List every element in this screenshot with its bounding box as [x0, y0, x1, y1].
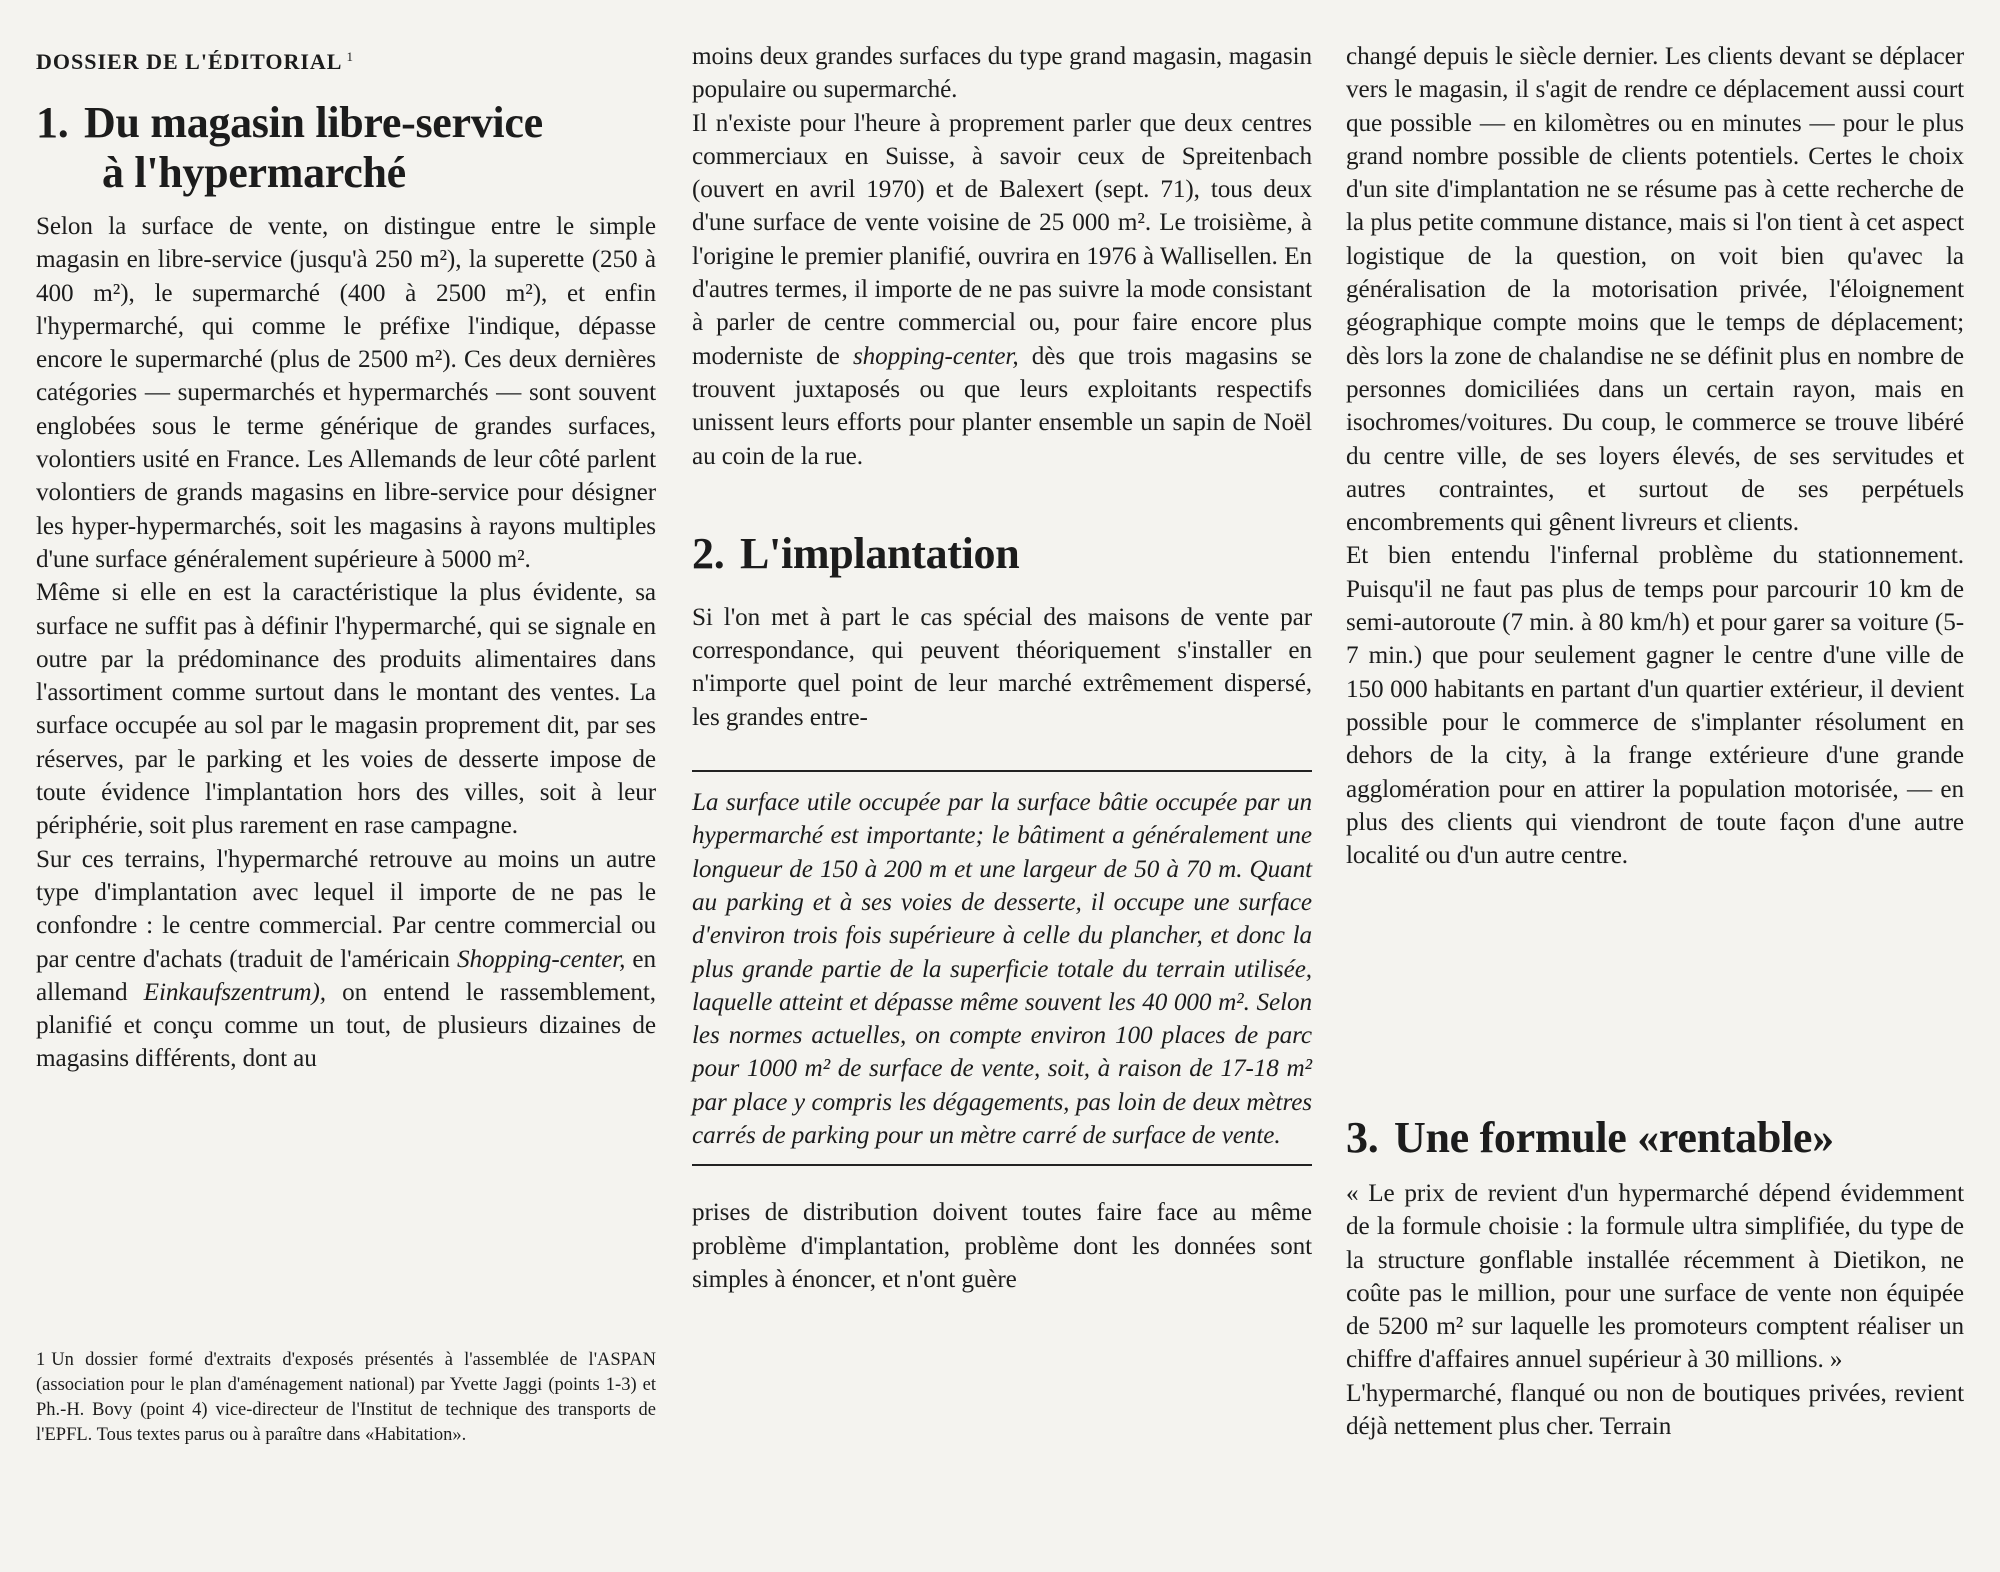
paragraph: Selon la surface de vente, on distingue entre le simple magasin en libre-service (jusqu'à 250 m²), la superette (250 à 400 m²), le supermarché (400 à 2500 m²), et enfin l'hypermarché, qui comme le préfixe l'indique, dépasse encore le supermarché (plus de 2500 m²). Ces deux dernières catégories — supermarchés et hypermarchés — sont souvent englobées sous le terme générique de grandes surfaces, volontiers usité en France. Les Allemands de leur côté parlent volontiers de grands magasins en libre-service pour désigner les hyper-hypermarchés, soit les magasins à rayons multiples d'une surface généralement supérieure à 5000 m². [36, 213, 656, 573]
paragraph [692, 107, 1312, 473]
italic-run: Shopping-center, [456, 945, 626, 973]
heading-1-number: 1. [36, 98, 69, 147]
text-run: Sur ces terrains, l'hypermarché retrouve au moins un autre type d'implantation avec lequel il importe de ne pas le confondre : le centre commercial. Par centre commercial ou par centre d'achats (traduit de l'américain [36, 845, 656, 973]
section-kicker [36, 40, 656, 74]
footnote [36, 1348, 656, 1448]
paragraph: « Le prix de revient d'un hypermarché dépend évidemment de la formule choisie : la formule ultra simplifiée, du type de la structure gonflable installée récemment à Dietikon, ne coûte pas le million, pour une surface de vente non équipée de 5200 m² sur laquelle les promoteurs comptent réaliser un chiffre d'affaires annuel supérieur à 30 millions. » [1346, 1180, 1964, 1374]
column-3 [1346, 40, 1964, 1441]
boxed-inset [692, 770, 1312, 1166]
heading-2-text: L'implantation [740, 528, 1020, 578]
paragraph: moins deux grandes surfaces du type grand magasin, magasin populaire ou supermarché. [692, 43, 1312, 104]
column-2 [692, 40, 1312, 1296]
italic-run: shopping-center, [852, 342, 1019, 370]
paragraph: Et bien entendu l'infernal problème du stationnement. Puisqu'il ne faut pas plus de temps pour parcourir 10 km de semi-autoroute (7 min. à 80 km/h) et pour garer sa voiture (5-7 min.) que pour seulement gagner le centre d'une ville de 150 000 habitants en partant d'un quartier extérieur, il devient possible pour le commerce de s'implanter résolument en dehors de la city, à la frange extérieure d'une grande agglomération pour en attirer la population motorisée, — en plus des clients qui viendront de toute façon d'une autre localité ou d'un autre centre. [1346, 542, 1964, 870]
paragraph [36, 843, 656, 1076]
heading-1 [36, 98, 656, 198]
paragraph: Même si elle en est la caractéristique la plus évidente, sa surface ne suffit pas à définir l'hypermarché, qui se signale en outre par la prédominance des produits alimentaires dans l'assortiment comme surtout dans le montant des ventes. La surface occupée au sol par le magasin proprement dit, par ses réserves, par le parking et les voies de desserte impose de toute évidence l'implantation hors des villes, soit à leur périphérie, soit plus rarement en rase campagne. [36, 579, 656, 840]
text-run: on entend le rassemblement, planifié et conçu comme un tout, de plusieurs dizaines de magasins différents, dont au [36, 978, 656, 1073]
heading-3-text: Une formule «rentable» [1394, 1113, 1834, 1162]
footnote-text: Un dossier formé d'extraits d'exposés présentés à l'assemblée de l'ASPAN (association pour le plan d'aménagement national) par Yvette Jaggi (points 1-3) et Ph.-H. Bovy (point 4) vice-directeur de l'Institut de technique des transports de l'EPFL. Tous textes parus ou à paraître dans «Habitation». [36, 1350, 656, 1445]
column-1 [36, 40, 656, 1445]
heading-3 [1346, 1113, 1964, 1163]
footnote-ref: 1 [346, 49, 354, 64]
heading-2-number: 2. [692, 528, 725, 578]
heading-3-number: 3. [1346, 1113, 1379, 1162]
paragraph: changé depuis le siècle dernier. Les clients devant se déplacer vers le magasin, il s'agit de rendre ce déplacement aussi court que possible — en kilomètres ou en minutes — pour le plus grand nombre possible de clients potentiels. Certes le choix d'un site d'implantation ne se résume pas à cette recherche de la plus petite commune distance, mais si l'on tient à cet aspect logistique de la question, on voit bien qu'avec la généralisation de la motorisation privée, l'éloignement géographique compte moins que le temps de déplacement; dès lors la zone de chalandise ne se définit plus en nombre de personnes domiciliées dans un certain rayon, mais en isochromes/voitures. Du coup, le commerce se trouve libéré du centre ville, de ses loyers élevés, de ses servitudes et autres contraintes, et surtout de ses perpétuels encombrements qui gênent livreurs et clients. [1346, 43, 1964, 537]
heading-1-line2: à l'hypermarché [102, 148, 406, 197]
kicker-text: DOSSIER DE L'ÉDITORIAL [36, 49, 343, 74]
heading-1-line1: Du magasin libre-service [84, 98, 543, 147]
paragraph: L'hypermarché, flanqué ou non de boutiques privées, revient déjà nettement plus cher. Terrain [1346, 1379, 1964, 1441]
italic-run: Einkaufszentrum), [143, 978, 326, 1006]
footnote-number: 1 [36, 1350, 46, 1370]
text-run: en allemand [36, 945, 656, 1006]
paragraph: Si l'on met à part le cas spécial des maisons de vente par correspondance, qui peuvent théoriquement s'installer en n'importe quel point de leur marché extrêmement dispersé, les grandes entre- [692, 603, 1312, 731]
text-run: dès que trois magasins se trouvent juxtaposés ou que leurs exploitants respectifs unissent leurs efforts pour planter ensemble un sapin de Noël au coin de la rue. [692, 342, 1313, 470]
paragraph: prises de distribution doivent toutes faire face au même problème d'implantation, problème dont les données sont simples à énoncer, et n'ont guère [692, 1199, 1312, 1293]
text-run: Il n'existe pour l'heure à proprement parler que deux centres commerciaux en Suisse, à savoir ceux de Spreitenbach (ouvert en avril 1970) et de Balexert (sept. 71), tous deux d'une surface de vente voisine de 25 000 m². Le troisième, à l'origine le premier planifié, ouvrira en 1976 à Wallisellen. En d'autres termes, il importe de ne pas suivre la mode consistant à parler de centre commercial ou, pour faire encore plus moderniste de [692, 109, 1312, 370]
section-3 [1346, 1113, 1964, 1443]
inset-text: La surface utile occupée par la surface bâtie occupée par un hypermarché est importante; le bâtiment a généralement une longueur de 150 à 200 m et une largeur de 50 à 70 m. Quant au parking et à ses voies de desserte, il occupe une surface d'environ trois fois supérieure à celle du plancher, et donc la plus grande partie de la superficie totale du terrain utilisée, laquelle atteint et dépasse même souvent les 40 000 m². Selon les normes actuelles, on compte environ 100 places de parc pour 1000 m² de surface de vente, soit, à raison de 17-18 m² par place y compris les dégagements, pas loin de deux mètres carrés de parking pour un mètre carré de surface de vente. [692, 789, 1312, 1150]
heading-2 [692, 529, 1312, 579]
